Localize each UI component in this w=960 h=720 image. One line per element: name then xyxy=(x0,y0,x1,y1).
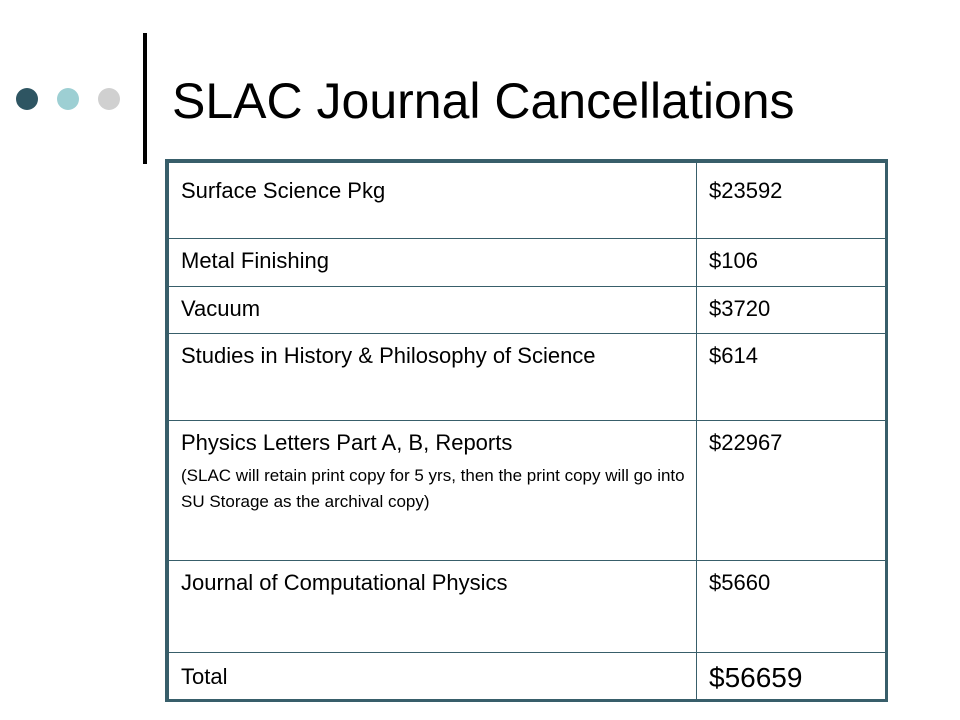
journal-name: Physics Letters Part A, B, Reports xyxy=(181,430,513,455)
dark-dot-icon xyxy=(16,88,38,110)
total-amount: $56659 xyxy=(709,662,803,693)
grey-dot-icon xyxy=(98,88,120,110)
journal-name-cell: Metal Finishing xyxy=(169,239,697,287)
amount-cell: $614 xyxy=(697,334,886,421)
journal-name-cell: Surface Science Pkg xyxy=(169,163,697,239)
journal-name-cell: Studies in History & Philosophy of Science xyxy=(169,334,697,421)
journal-name-cell: Journal of Computational Physics xyxy=(169,561,697,653)
table-grid xyxy=(168,162,886,702)
table-row xyxy=(169,163,886,239)
decorative-dots xyxy=(16,88,126,112)
amount-cell: $5660 xyxy=(697,561,886,653)
teal-dot-icon xyxy=(57,88,79,110)
table-row xyxy=(169,561,886,653)
total-amount-cell xyxy=(697,653,886,702)
total-label: Total xyxy=(169,653,697,702)
title-divider-line xyxy=(143,33,147,164)
journal-name-cell xyxy=(169,421,697,561)
amount-cell: $23592 xyxy=(697,163,886,239)
amount-cell: $3720 xyxy=(697,287,886,334)
amount-cell: $106 xyxy=(697,239,886,287)
journal-name-cell: Vacuum xyxy=(169,287,697,334)
total-row xyxy=(169,653,886,702)
slide-title: SLAC Journal Cancellations xyxy=(172,73,795,129)
table-row xyxy=(169,334,886,421)
retention-note: (SLAC will retain print copy for 5 yrs, then the print copy will go into SU Storage as the archival copy) xyxy=(181,466,685,511)
table-row xyxy=(169,287,886,334)
cancellations-table xyxy=(165,159,888,702)
table-row xyxy=(169,239,886,287)
amount-cell: $22967 xyxy=(697,421,886,561)
table-row xyxy=(169,421,886,561)
